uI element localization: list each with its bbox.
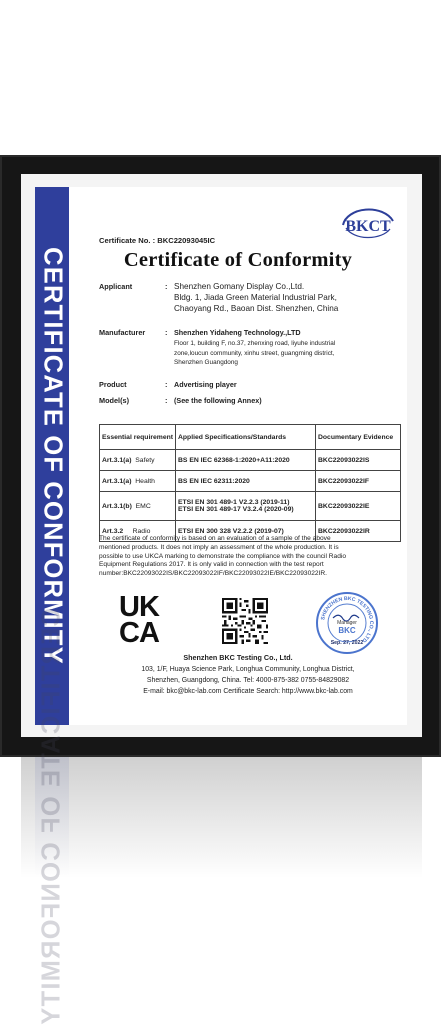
standard: ETSI EN 301 489-17 V3.2.4 (2020-09)	[178, 506, 294, 513]
certificate-title: Certificate of Conformity	[123, 249, 353, 271]
models-value: (See the following Annex)	[174, 396, 262, 405]
table-header-requirement: Essential requirement	[100, 425, 176, 450]
requirement-cell	[100, 492, 176, 521]
standards-table	[99, 424, 401, 542]
product-colon: :	[165, 380, 168, 389]
statement-line: The certificate of conformity is based on an evaluation of a sample of the above	[99, 535, 331, 542]
logo-text: BKCT	[345, 218, 391, 235]
table-row	[100, 471, 401, 492]
ukca-mark	[119, 591, 173, 650]
reflection-band	[35, 608, 69, 1026]
product-label: Product	[99, 380, 127, 389]
stamp-ring-text: SHENZHEN BKC TESTING CO., LTD	[320, 595, 375, 644]
applicant-value	[174, 281, 338, 315]
table-row	[100, 492, 401, 521]
statement-line: Equipment Regulations 2017. It is only valid in connection with the test report	[99, 561, 324, 569]
evidence-cell: BKC22093022IR	[316, 521, 401, 542]
company-stamp	[315, 591, 379, 655]
ukca-top: UK	[119, 591, 159, 623]
requirement: EMC	[135, 502, 151, 510]
applicant-colon: :	[165, 282, 168, 291]
product-value: Advertising player	[174, 380, 237, 389]
standard: ETSI EN 301 489-1 V2.2.3 (2019-11)	[178, 499, 290, 506]
evidence-cell: BKC22093022IE	[316, 492, 401, 521]
evidence-cell: BKC22093022IS	[316, 450, 401, 471]
requirement: Radio	[132, 527, 151, 535]
requirement-cell	[100, 471, 176, 492]
manufacturer-name: Shenzhen Yidaheng Technology.,LTD	[174, 328, 301, 337]
qr-code	[222, 598, 268, 644]
certificate-paper	[35, 187, 407, 725]
stamp-date: Sep. 27, 2022	[330, 640, 364, 646]
article: Art.3.1(a)	[102, 456, 132, 464]
manufacturer-address	[174, 339, 335, 368]
lab-address-line: Shenzhen, Guangdong, China. Tel: 4000-875-382 0755-84829082	[146, 677, 350, 684]
certificate-number	[99, 236, 215, 245]
certificate-number-label: Certificate No. :	[99, 236, 156, 245]
manufacturer-address-line: Floor 1, building F, no.37, zhenxing road, liyuhe industrial	[174, 340, 336, 347]
lab-contact-line: E-mail: bkc@bkc-lab.com Certificate Search: http://www.bkc-lab.com	[143, 688, 353, 695]
conformity-statement	[99, 535, 403, 579]
standard: BS EN IEC 62368-1:2020+A11:2020	[178, 456, 290, 464]
band-title: CERTIFICATE OF CONFORMITY	[38, 247, 67, 665]
applicant-line: Bldg. 1, Jiada Green Material Industrial Park,	[174, 293, 337, 303]
table-header-evidence: Documentary Evidence	[316, 425, 401, 450]
bkct-logo	[337, 205, 399, 241]
manufacturer-colon: :	[165, 328, 168, 337]
applicant-label: Applicant	[99, 282, 133, 291]
applicant-line: Chaoyang Rd., Baoan Dist. Shenzhen, China	[174, 304, 339, 314]
manufacturer-address-line: zone,loucun community, xinhu street, guangming district,	[174, 349, 335, 357]
table-header-row	[100, 425, 401, 450]
lab-address-line: 103, 1/F, Huaya Science Park, Longhua Community, Longhua District,	[141, 666, 355, 673]
table-header-standards: Applied Specifications/Standards	[176, 425, 316, 450]
stamp-role: Manager	[337, 620, 357, 626]
models-colon: :	[165, 396, 168, 405]
manufacturer-label: Manufacturer	[99, 328, 146, 337]
certificate-number-value: BKC22093045IC	[157, 236, 216, 245]
certificate-content	[69, 187, 407, 725]
standards-cell	[176, 450, 316, 471]
table-row	[100, 450, 401, 471]
ukca-bottom: CA	[119, 617, 159, 649]
standard: ETSI EN 300 328 V2.2.2 (2019-07)	[178, 527, 284, 535]
reflection-band-text: CERTIFICATE OF CONFORMITY	[37, 608, 66, 1026]
manufacturer-address-line: Shenzhen Guangdong	[174, 359, 238, 367]
article: Art.3.1(b)	[102, 502, 132, 510]
requirement-cell	[100, 450, 176, 471]
stamp-center: BKC	[338, 626, 356, 635]
statement-line: possible to use UKCA marking to demonstrate the compliance with the council Radio	[99, 552, 347, 560]
standard: BS EN IEC 62311:2020	[178, 477, 250, 485]
lab-name: Shenzhen BKC Testing Co., Ltd.	[183, 653, 293, 662]
article: Art.3.1(a)	[102, 477, 132, 485]
evidence-cell: BKC22093022IF	[316, 471, 401, 492]
article: Art.3.2	[102, 527, 124, 535]
requirement: Safety	[135, 456, 155, 464]
statement-line: number:BKC22093022IS/BKC22093022IF/BKC22093022IE/BKC22093022IR.	[99, 570, 328, 578]
statement-line: mentioned products. It does not imply an assessment of the whole production. It is	[99, 543, 339, 551]
applicant-line: Shenzhen Gomany Display Co.,Ltd.	[174, 282, 305, 291]
standards-cell	[176, 492, 316, 521]
requirement: Health	[135, 477, 155, 485]
models-label: Model(s)	[99, 396, 129, 405]
standards-cell	[176, 471, 316, 492]
